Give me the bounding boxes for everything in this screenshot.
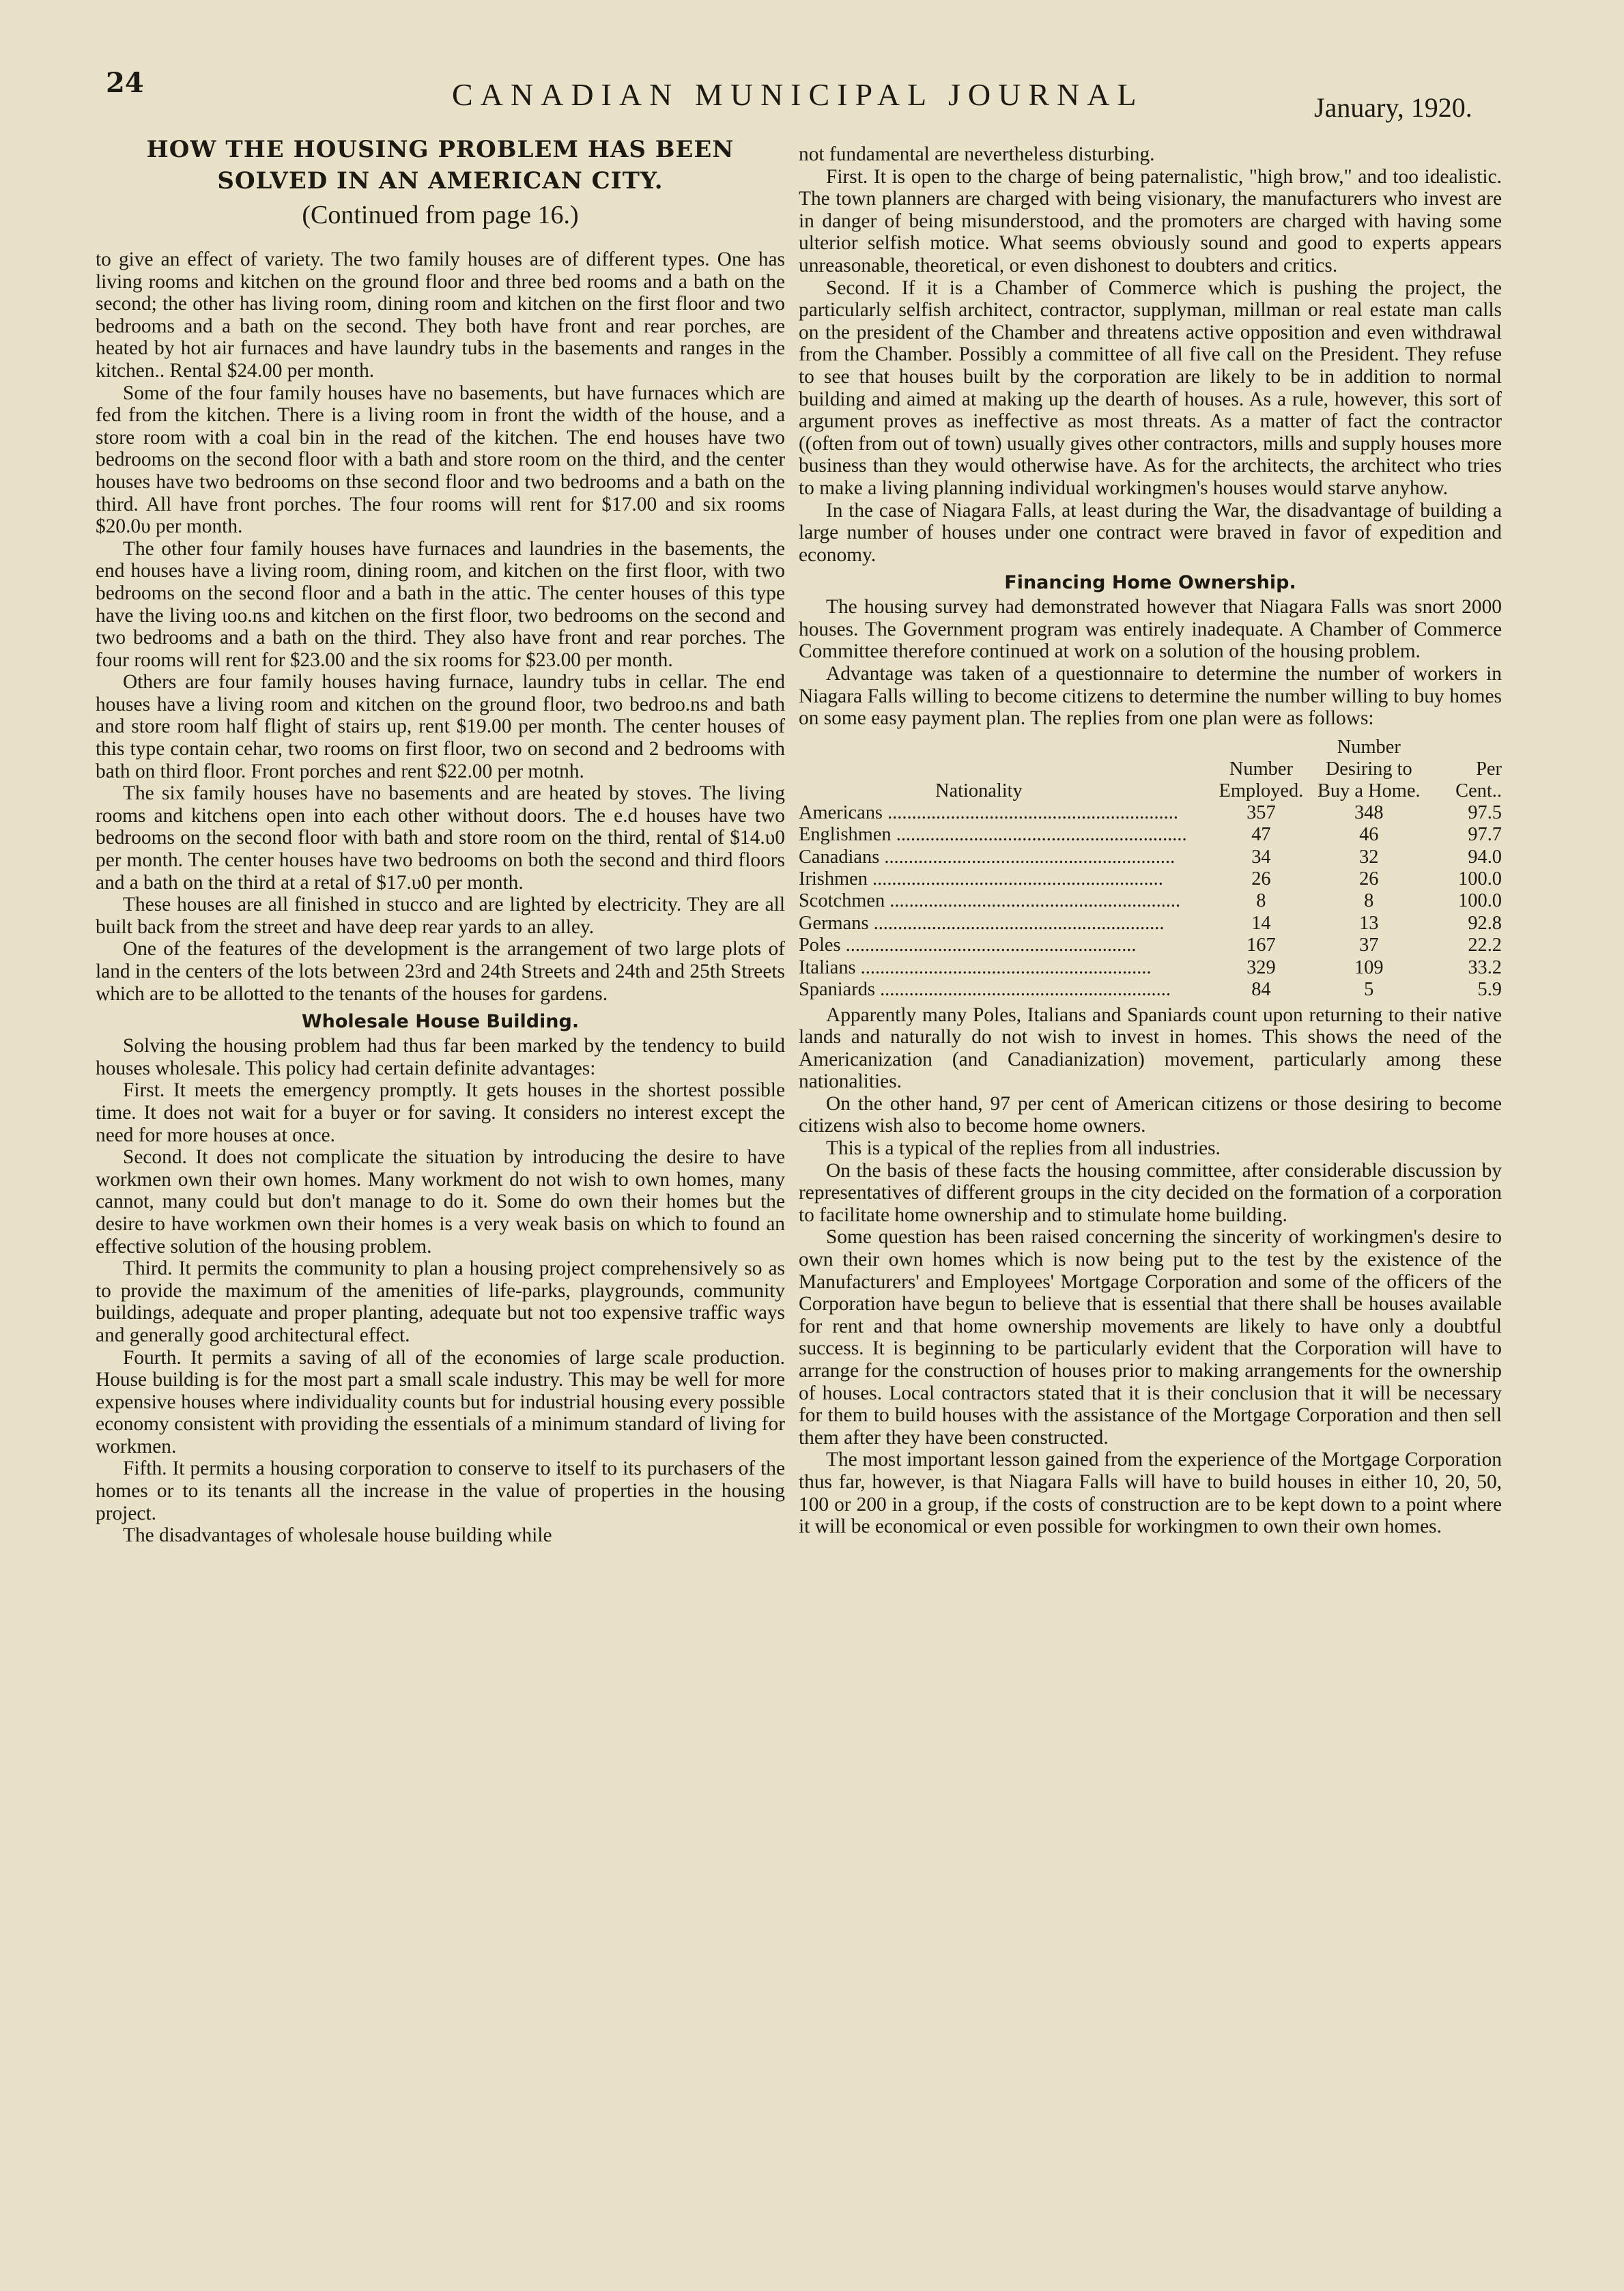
- cell-employed: 14: [1251, 912, 1271, 934]
- section-heading: Wholesale House Building.: [301, 1011, 580, 1033]
- article-title: [96, 134, 785, 197]
- cell-nationality: Englishmen .....: [799, 824, 1207, 846]
- page-number: 24: [106, 67, 144, 99]
- paragraph: First. It meets the emergency promptly. It gets houses in the shortest possible time. It does not wait for a buyer or for saving. It considers no interest except the need for more houses at once.: [96, 1079, 785, 1146]
- paragraph: Solving the housing problem had thus far been marked by the tendency to build houses wholesale. This policy had certain definite advantages:: [96, 1035, 785, 1079]
- header-employed: [1207, 737, 1315, 802]
- paragraph: Some question has been raised concerning the sincerity of workingmen's desire to own their own homes which is now being put to the test by the existence of the Manufacturers' and Employees' Mortgage Corporation and some of the officers of the Corporation have begun to believe that is essential that there shall be houses available for rent and that home ownership movements are likely to have only a doubtful success. It is beginning to be particularly evident that the Corporation will have to arrange for the construction of houses prior to making arrangements for the ownership of houses. Local contractors stated that it is their conclusion that it will be necessary for them to build houses with the assistance of the Mortgage Corporation and then sell them after they have been constructed.: [799, 1226, 1502, 1449]
- paragraph: Advantage was taken of a questionnaire to determine the number of workers in Niagara Falls willing to become citizens to determine the number willing to buy homes on some easy payment plan. The replies from one plan were as follows:: [799, 663, 1502, 730]
- cell-percent: 5.9: [1477, 979, 1502, 1001]
- paragraph: Second. If it is a Chamber of Commerce which is pushing the project, the particularly selfish architect, contractor, supplyman, millman or real estate man calls on the president of the Chamber and threatens active opposition and even withdrawal from the Chamber. Possibly a committee of all five call on the President. They refuse to see that houses built by the corporation are likely to be in addition to normal building and aimed at making up the dearth of houses. As a rule, however, this sort of argument proves as ineffective as most threats. As a matter of fact the contractor ((often from out of town) usually gives other contractors, mills and supply houses more business than they would otherwise have. As for the architects, the architect who tries to make a living planning individual workingmen's houses would starve anyhow.: [799, 276, 1502, 499]
- table-row: [799, 935, 1502, 956]
- left-column: [96, 134, 785, 1547]
- paragraph: The housing survey had demonstrated however that Niagara Falls was snort 2000 houses. The Government program was entirely inadequate. A Chamber of Commerce Committee therefore continued at work on a solution of the housing problem.: [799, 596, 1502, 663]
- issue-date: January, 1920.: [1314, 92, 1472, 123]
- cell-percent: 22.2: [1468, 935, 1502, 956]
- header-percent-line-1: Per: [1476, 758, 1502, 780]
- cell-desiring: 32: [1359, 846, 1379, 868]
- section-heading: Financing Home Ownership.: [1004, 572, 1296, 594]
- cell-desiring: 5: [1364, 979, 1374, 1001]
- cell-employed: 329: [1247, 956, 1276, 978]
- paragraph: First. It is open to the charge of being paternalistic, "high brow," and too idealistic. The town planners are charged with being visionary, the manufacturers who invest are in danger of being misunderstood, and the promoters are charged with having some ulterior selfish motice. What seems obviously sound and good to experts appears unreasonable, theoretical, or even dishonest to doubters and critics.: [799, 165, 1502, 276]
- header-desiring: [1315, 737, 1423, 802]
- paragraph: The other four family houses have furnaces and laundries in the basements, the end houses have a living room, dining room, and kitchen on the first floor, with two bedrooms on the second floor and a bath in the attic. The center houses of this type have the living ιοο.ns and kitchen on the first floor, two bedrooms on the second and two bedrooms and a bath on the third. They also have front and rear porches. The four rooms will rent for $23.00 and the six rooms for $23.00 per month.: [96, 537, 785, 671]
- cell-desiring: 26: [1359, 868, 1379, 890]
- cell-desiring: 109: [1354, 956, 1384, 978]
- table-row: [799, 846, 1502, 868]
- cell-percent: 100.0: [1458, 890, 1502, 912]
- paragraph: On the basis of these facts the housing committee, after considerable discussion by representatives of different groups in the city decided on the formation of a corporation to facilitate home ownership and to stimulate home building.: [799, 1159, 1502, 1226]
- paragraph: Apparently many Poles, Italians and Spaniards count upon returning to their native lands and naturally do not wish to invest in homes. This shows the need of the Americanization (and Canadianization) movement, particularly among these nationalities.: [799, 1004, 1502, 1093]
- cell-employed: 84: [1251, 979, 1271, 1001]
- cell-percent: 33.2: [1468, 956, 1502, 978]
- paragraph: These houses are all finished in stucco and are lighted by electricity. They are all built back from the street and have deep rear yards to an alley.: [96, 894, 785, 938]
- paragraph: Second. It does not complicate the situation by introducing the desire to have workmen own their own homes. Many workment do not wish to own homes, many cannot, many could but don't manage to do it. Some do own their homes but the desire to have workmen own their homes is a very weak basis on which to found an effective solution of the housing problem.: [96, 1146, 785, 1257]
- journal-title: CANADIAN MUNICIPAL JOURNAL: [452, 77, 1144, 112]
- cell-employed: 8: [1256, 890, 1266, 912]
- cell-nationality: Irishmen .....: [799, 868, 1207, 890]
- cell-percent: 100.0: [1458, 868, 1502, 890]
- header-desiring-line-2: Desiring to: [1325, 758, 1412, 780]
- table-row: [799, 868, 1502, 890]
- cell-employed: 47: [1251, 824, 1271, 846]
- paragraph: One of the features of the development is the arrangement of two large plots of land in the centers of the lots between 23rd and 24th Streets and 24th and 25th Streets which are to be allotted to the tenants of the houses for gardens.: [96, 938, 785, 1005]
- cell-percent: 97.5: [1468, 801, 1502, 823]
- paragraph: This is a typical of the replies from all industries.: [826, 1137, 1221, 1160]
- paragraph: Others are four family houses having furnace, laundry tubs in cellar. The end houses have a living room and κitchen on the ground floor, two bedroo.ns and bath and store room half flight of stairs up, rent $19.00 per month. The center houses of this type contain cehar, two rooms on first floor, two on second and 2 bedrooms with bath on third floor. Front porches and rent $22.00 per motnh.: [96, 671, 785, 782]
- table-row: [799, 957, 1502, 979]
- cell-percent: 92.8: [1468, 912, 1502, 934]
- header-percent-line-2: Cent..: [1455, 780, 1502, 801]
- cell-nationality: Scotchmen .....: [799, 890, 1207, 912]
- paragraph: In the case of Niagara Falls, at least during the War, the disadvantage of building a large number of houses under one contract were braved in favor of expedition and economy.: [799, 499, 1502, 566]
- table-row: [799, 802, 1502, 824]
- paragraph: Fifth. It permits a housing corporation to conserve to itself to its purchasers of the homes or to its tenants all the increase in the value of properties in the housing project.: [96, 1457, 785, 1524]
- paragraph: Some of the four family houses have no basements, but have furnaces which are fed from the kitchen. There is a living room in front the width of the house, and a store room with a coal bin in the read of the kitchen. The end houses have two bedrooms on the second floor with a bath and store room on the third, and the center houses have two bedrooms on thse second floor and two bedrooms and a bath on the third. All have front porches. The four rooms will rent for $17.00 and six rooms $20.0υ per month.: [96, 382, 785, 538]
- survey-table: [799, 737, 1502, 1001]
- table-row: [799, 824, 1502, 846]
- header-desiring-line-3: Buy a Home.: [1317, 780, 1421, 801]
- paragraph: On the other hand, 97 per cent of American citizens or those desiring to become citizens wish also to become home owners.: [799, 1092, 1502, 1137]
- cell-nationality: Poles .....: [799, 935, 1207, 956]
- cell-desiring: 13: [1359, 912, 1379, 934]
- paragraph: Fourth. It permits a saving of all of the economies of large scale production. House building is for the most part a small scale industry. This may be well for more expensive houses where individuality counts but for industrial housing every possible economy consistent with providing the essentials of a minimum standard of living for workmen.: [96, 1346, 785, 1457]
- header-employed-line-1: Number: [1229, 758, 1293, 780]
- header-percent: [1423, 737, 1502, 802]
- table-row: [799, 913, 1502, 935]
- paragraph: Third. It permits the community to plan a housing project comprehensively so as to provide the maximum of the amenities of life-parks, playgrounds, community buildings, adequate and proper planting, adequate but not too expensive traffic ways and generally good architectural effect.: [96, 1257, 785, 1346]
- cell-employed: 26: [1251, 868, 1271, 890]
- article-title-line-2: SOLVED IN AN AMERICAN CITY.: [217, 167, 664, 195]
- cell-nationality: Italians .....: [799, 957, 1207, 979]
- cell-desiring: 37: [1359, 935, 1379, 956]
- cell-desiring: 348: [1354, 801, 1384, 823]
- paragraph: to give an effect of variety. The two family houses are of different types. One has living rooms and kitchen on the ground floor and three bed rooms and a bath on the second; the other has living room, dining room and kitchen on the first floor and two bedrooms and a bath on the second. They both have front and rear porches, are heated by hot air furnaces and have laundry tubs in the basements and ranges in the kitchen.. Rental $24.00 per month.: [96, 248, 785, 382]
- paragraph: The disadvantages of wholesale house building while: [123, 1524, 552, 1547]
- table-row: [799, 979, 1502, 1001]
- continued-note: (Continued from page 16.): [302, 201, 579, 229]
- right-column: [799, 143, 1502, 1538]
- table-row: [799, 890, 1502, 912]
- cell-nationality: Canadians .....: [799, 846, 1207, 868]
- cell-nationality: Spaniards .....: [799, 979, 1207, 1001]
- header-employed-line-2: Employed.: [1219, 780, 1304, 801]
- cell-desiring: 46: [1359, 824, 1379, 846]
- cell-employed: 34: [1251, 846, 1271, 868]
- article-title-line-1: HOW THE HOUSING PROBLEM HAS BEEN: [146, 136, 735, 163]
- cell-nationality: Germans .....: [799, 913, 1207, 935]
- paragraph: The most important lesson gained from the experience of the Mortgage Corporation thus far, however, is that Niagara Falls will have to build houses in either 10, 20, 50, 100 or 200 in a group, if the costs of construction are to be kept down to a point where it will be economical or even possible for workingmen to own their own homes.: [799, 1449, 1502, 1538]
- header-nationality: Nationality: [935, 780, 1023, 801]
- header-desiring-line-1: Number: [1337, 736, 1401, 758]
- cell-employed: 167: [1247, 935, 1276, 956]
- paragraph: not fundamental are nevertheless disturbing.: [799, 143, 1155, 165]
- cell-percent: 97.7: [1468, 824, 1502, 846]
- cell-nationality: Americans .....: [799, 802, 1207, 824]
- cell-employed: 357: [1247, 801, 1276, 823]
- cell-percent: 94.0: [1468, 846, 1502, 868]
- paragraph: The six family houses have no basements and are heated by stoves. The living rooms and kitchens open into each other without doors. The e.d houses have two bedrooms on the second floor with bath and store room on the third, rental of $14.υ0 per month. The center houses have two bedrooms on both the second and third floors and a bath on the third at a retal of $17.υ0 per month.: [96, 782, 785, 894]
- cell-desiring: 8: [1364, 890, 1374, 912]
